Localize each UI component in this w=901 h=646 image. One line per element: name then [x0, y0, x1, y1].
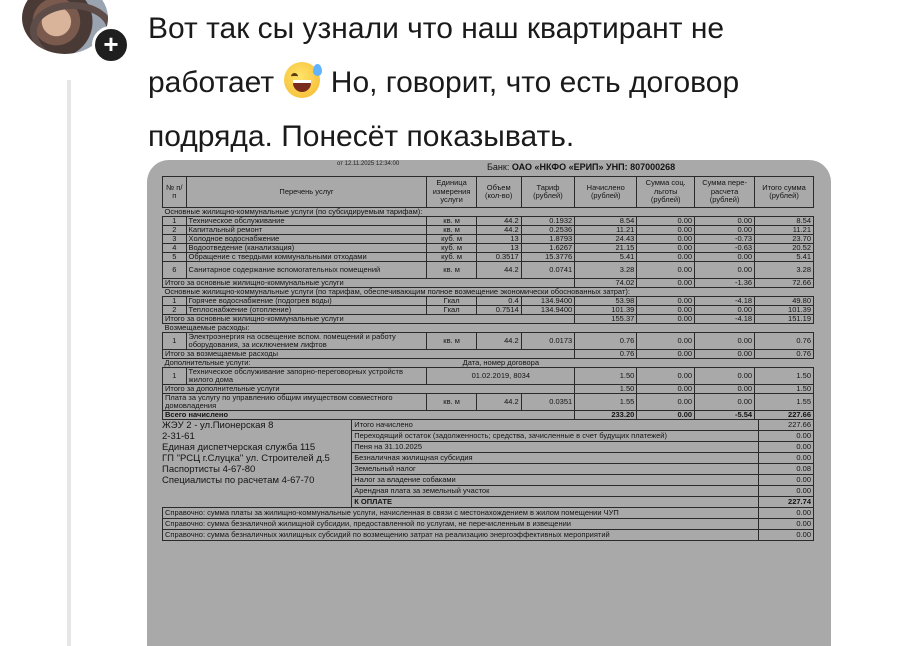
- notes-body: [163, 508, 814, 541]
- table-cell: 44.2: [476, 217, 521, 226]
- note-label: Справочно: сумма безналичной жилищной субсидии, предоставленной по услугам, не перечисленным в извещении: [163, 519, 759, 530]
- table-cell: 134.9400: [521, 297, 575, 306]
- table-cell: Капитальный ремонт: [186, 226, 427, 235]
- table-cell: 0.00: [637, 385, 695, 394]
- note-label: Справочно: сумма безналичных жилищных субсидий по возмещению затрат на реализацию энергоэффективных мероприятий: [163, 530, 759, 541]
- contract-label: Дата, номер договора: [427, 359, 575, 368]
- table-cell: 11.21: [755, 226, 814, 235]
- summary-label: К ОПЛАТЕ: [352, 497, 759, 508]
- table-cell: 0.00: [695, 368, 755, 385]
- table-cell: 3: [163, 235, 187, 244]
- table-cell: 0.1932: [521, 217, 575, 226]
- section-additional: [163, 359, 814, 368]
- table-cell: 1.8793: [521, 235, 575, 244]
- table-cell: 101.39: [575, 306, 637, 315]
- table-cell: Теплоснабжение (отопление): [186, 306, 427, 315]
- summary-label: Арендная плата за земельный участок: [352, 486, 759, 497]
- summary-label: Земельный налог: [352, 464, 759, 475]
- table-cell: 0.00: [637, 217, 695, 226]
- total-row-full-cost-label: Итого за основные жилищно-коммунальные услуги: [163, 315, 575, 324]
- header-cell: Итого сумма (рублей): [755, 177, 814, 208]
- table-cell: 0.00: [637, 279, 695, 288]
- table-cell: 101.39: [755, 306, 814, 315]
- summary-value: 0.08: [759, 464, 814, 475]
- note-row: [163, 530, 814, 541]
- summary-label: Итого начислено: [352, 420, 759, 431]
- sweat-drop-icon: [313, 64, 322, 76]
- table-cell: 0.76: [575, 350, 637, 359]
- summary-value: 0.00: [759, 453, 814, 464]
- table-row: [163, 333, 814, 350]
- table-cell: кв. м: [427, 217, 476, 226]
- summary-value: 227.66: [759, 420, 814, 431]
- table-cell: 0.00: [637, 253, 695, 262]
- table-cell: 0.0351: [521, 394, 575, 411]
- header-cell: Единица измерения услуги: [427, 177, 476, 208]
- table-cell: 233.20: [575, 411, 637, 420]
- total-row-subsidized: [163, 279, 814, 288]
- table-cell: кв. м: [427, 262, 476, 279]
- receipt-sheet: [162, 176, 814, 541]
- table-cell: 134.9400: [521, 306, 575, 315]
- table-cell: 44.2: [476, 333, 521, 350]
- table-cell: 01.02.2019, 8034: [427, 368, 575, 385]
- summary-row: [162, 420, 814, 431]
- table-row: [163, 368, 814, 385]
- contact-line: Паспортисты 4-67-80: [162, 463, 256, 475]
- table-cell: 1.50: [575, 385, 637, 394]
- table-row: [163, 235, 814, 244]
- note-label: Справочно: сумма платы за жилищно-коммунальные услуги, начисленная в связи с местонахождением в жилом помещении ЧУП: [163, 508, 759, 519]
- table-cell: 0.00: [637, 394, 695, 411]
- table-cell: Техническое обслуживание: [186, 217, 427, 226]
- table-cell: [575, 359, 814, 368]
- table-cell: 13: [476, 235, 521, 244]
- table-cell: 1.50: [755, 385, 814, 394]
- table-cell: 2: [163, 306, 187, 315]
- section-full-cost-label: Основные жилищно-коммунальные услуги (по тарифам, обеспечивающим полное возмещение экономически обоснованных затрат):: [163, 288, 814, 297]
- table-cell: 5.41: [755, 253, 814, 262]
- header-cell: Перечень услуг: [186, 177, 427, 208]
- table-cell: 0.3517: [476, 253, 521, 262]
- table-cell: 0.00: [637, 350, 695, 359]
- table-cell: 0.76: [575, 333, 637, 350]
- table-cell: 1.50: [755, 368, 814, 385]
- post-line-2-end: Но, говорит, что есть договор: [330, 66, 740, 99]
- table-cell: 23.70: [755, 235, 814, 244]
- management-fee-row: [163, 394, 814, 411]
- table-cell: 0.00: [637, 333, 695, 350]
- table-cell: 0.00: [695, 226, 755, 235]
- summary-value: 227.74: [759, 497, 814, 508]
- section-full-cost: [163, 288, 814, 297]
- table-cell: 74.02: [575, 279, 637, 288]
- table-cell: 1: [163, 333, 187, 350]
- table-cell: кв. м: [427, 226, 476, 235]
- table-cell: 1.50: [575, 368, 637, 385]
- table-cell: 5: [163, 253, 187, 262]
- table-cell: 8.54: [575, 217, 637, 226]
- total-row-reimbursable: [163, 350, 814, 359]
- thread-line: [67, 80, 71, 646]
- table-cell: 1.55: [755, 394, 814, 411]
- follow-plus-button[interactable]: +: [92, 26, 130, 64]
- bank-unp: УНП: 807000268: [606, 162, 676, 172]
- table-cell: Горячее водоснабжение (подогрев воды): [186, 297, 427, 306]
- receipt-timestamp: от 12.11.2025 12:34:00: [337, 161, 400, 167]
- table-cell: 0.00: [695, 350, 755, 359]
- contact-line: Единая диспетчерская служба 115: [162, 441, 316, 453]
- summary-label: Безналичная жилищная субсидия: [352, 453, 759, 464]
- table-cell: 0.00: [695, 262, 755, 279]
- total-row-full-cost: [163, 315, 814, 324]
- table-row: [163, 306, 814, 315]
- table-cell: 53.98: [575, 297, 637, 306]
- section-additional-label: Дополнительные услуги:: [163, 359, 427, 368]
- table-cell: 1: [163, 368, 187, 385]
- total-row-additional: [163, 385, 814, 394]
- table-cell: 0.0741: [521, 262, 575, 279]
- contact-line: ЖЭУ 2 - ул.Пионерская 8: [162, 419, 274, 431]
- charges-table: [162, 176, 814, 420]
- section-reimbursable: [163, 324, 814, 333]
- post-line-1: Вот так сы узнали что наш квартирант не: [148, 12, 725, 45]
- summary-value: 0.00: [759, 475, 814, 486]
- header-cell: Тариф (рублей): [521, 177, 575, 208]
- sweat-smile-emoji-icon: [284, 62, 320, 98]
- post-text: [148, 2, 868, 164]
- table-cell: 1.6267: [521, 244, 575, 253]
- table-cell: 155.37: [575, 315, 637, 324]
- table-cell: 0.00: [637, 411, 695, 420]
- bank-name: ОАО «НКФО «ЕРИП»: [511, 162, 604, 172]
- contact-line: Специалисты по расчетам 4-67-70: [162, 474, 315, 486]
- summary-value: 0.00: [759, 431, 814, 442]
- table-cell: 0.00: [695, 385, 755, 394]
- contacts-block: [162, 420, 352, 508]
- table-row: [163, 262, 814, 279]
- table-body: [163, 208, 814, 420]
- summary-label: Пеня на 31.10.2025: [352, 442, 759, 453]
- grand-total-row-label: Всего начислено: [163, 411, 575, 420]
- table-cell: 0.00: [637, 297, 695, 306]
- table-cell: Плата за услугу по управлению общим имуществом совместного домовладения: [163, 394, 427, 411]
- summary-value: 0.00: [759, 486, 814, 497]
- table-cell: Санитарное содержание вспомогательных помещений: [186, 262, 427, 279]
- receipt-bank-header: [487, 162, 675, 172]
- contact-line: ГП "РСЦ г.Слуцка" ул. Строителей д.5: [162, 452, 330, 464]
- table-cell: кв. м: [427, 394, 476, 411]
- total-row-subsidized-label: Итого за основные жилищно-коммунальные услуги: [163, 279, 575, 288]
- table-cell: 0.00: [637, 368, 695, 385]
- table-cell: -0.63: [695, 244, 755, 253]
- total-row-reimbursable-label: Итого за возмещаемые расходы: [163, 350, 575, 359]
- table-cell: куб. м: [427, 235, 476, 244]
- table-cell: Гкал: [427, 297, 476, 306]
- summary-value: 0.00: [759, 442, 814, 453]
- table-cell: 0.76: [755, 333, 814, 350]
- table-cell: -1.36: [695, 279, 755, 288]
- note-value: 0.00: [759, 508, 814, 519]
- table-cell: 44.2: [476, 394, 521, 411]
- post-line-2: [148, 56, 868, 110]
- table-cell: 0.00: [695, 394, 755, 411]
- table-cell: -5.54: [695, 411, 755, 420]
- table-cell: 6: [163, 262, 187, 279]
- contact-line: 2-31-61: [162, 430, 195, 442]
- section-reimbursable-label: Возмещаемые расходы:: [163, 324, 814, 333]
- table-cell: Водоотведение (канализация): [186, 244, 427, 253]
- table-cell: Холодное водоснабжение: [186, 235, 427, 244]
- header-cell: Сумма соц. льготы (рублей): [637, 177, 695, 208]
- table-cell: 0.7514: [476, 306, 521, 315]
- note-value: 0.00: [759, 530, 814, 541]
- table-cell: 1: [163, 217, 187, 226]
- total-row-additional-label: Итого за дополнительные услуги: [163, 385, 575, 394]
- table-cell: 227.66: [755, 411, 814, 420]
- note-row: [163, 508, 814, 519]
- header-cell: № п/п: [163, 177, 187, 208]
- summary-body: [162, 420, 814, 508]
- receipt-photo[interactable]: [147, 160, 831, 646]
- table-cell: 0.00: [637, 306, 695, 315]
- table-cell: 0.00: [695, 217, 755, 226]
- table-cell: -4.18: [695, 297, 755, 306]
- table-cell: 11.21: [575, 226, 637, 235]
- table-cell: 0.00: [637, 226, 695, 235]
- table-row: [163, 244, 814, 253]
- table-cell: Гкал: [427, 306, 476, 315]
- notes-table: [162, 507, 814, 541]
- table-row: [163, 253, 814, 262]
- table-cell: 44.2: [476, 262, 521, 279]
- table-cell: 0.2536: [521, 226, 575, 235]
- header-cell: Сумма пере-расчета (рублей): [695, 177, 755, 208]
- table-cell: 0.00: [695, 306, 755, 315]
- bank-label: Банк:: [487, 162, 510, 172]
- table-cell: 49.80: [755, 297, 814, 306]
- table-cell: 15.3776: [521, 253, 575, 262]
- post-line-3: подряда. Понесёт показывать.: [148, 120, 575, 153]
- table-cell: 0.0173: [521, 333, 575, 350]
- summary-label: Переходящий остаток (задолженность; средства, зачисленные в счет будущих платежей): [352, 431, 759, 442]
- table-cell: 151.19: [755, 315, 814, 324]
- table-cell: 2: [163, 226, 187, 235]
- table-cell: 20.52: [755, 244, 814, 253]
- table-cell: 0.00: [637, 244, 695, 253]
- note-row: [163, 519, 814, 530]
- table-cell: 13: [476, 244, 521, 253]
- table-cell: 1.55: [575, 394, 637, 411]
- table-cell: 72.66: [755, 279, 814, 288]
- table-cell: Электроэнергия на освещение вспом. помещений и работу оборудования, за исключением лифтов: [186, 333, 427, 350]
- table-cell: куб. м: [427, 244, 476, 253]
- table-cell: Обращение с твердыми коммунальными отходами: [186, 253, 427, 262]
- summary-label: Налог за владение собаками: [352, 475, 759, 486]
- table-cell: 0.00: [695, 333, 755, 350]
- table-cell: 0.4: [476, 297, 521, 306]
- table-cell: 8.54: [755, 217, 814, 226]
- table-cell: 0.00: [637, 315, 695, 324]
- table-cell: 5.41: [575, 253, 637, 262]
- table-cell: 0.76: [755, 350, 814, 359]
- table-cell: 3.28: [575, 262, 637, 279]
- header-cell: Объем (кол-во): [476, 177, 521, 208]
- note-value: 0.00: [759, 519, 814, 530]
- table-cell: 1: [163, 297, 187, 306]
- header-cell: Начислено (рублей): [575, 177, 637, 208]
- table-cell: 44.2: [476, 226, 521, 235]
- table-cell: куб. м: [427, 253, 476, 262]
- section-subsidized-label: Основные жилищно-коммунальные услуги (по субсидируемым тарифам):: [163, 208, 814, 217]
- table-cell: 24.43: [575, 235, 637, 244]
- table-cell: кв. м: [427, 333, 476, 350]
- table-cell: -0.73: [695, 235, 755, 244]
- table-cell: -4.18: [695, 315, 755, 324]
- table-cell: 3.28: [755, 262, 814, 279]
- summary-table: [162, 419, 814, 508]
- table-cell: 0.00: [695, 253, 755, 262]
- table-cell: 21.15: [575, 244, 637, 253]
- table-row: [163, 226, 814, 235]
- table-cell: 0.00: [637, 262, 695, 279]
- table-cell: 4: [163, 244, 187, 253]
- table-header-row: [163, 177, 814, 208]
- table-row: [163, 297, 814, 306]
- table-cell: 0.00: [637, 235, 695, 244]
- table-cell: Техническое обслуживание запорно-переговорных устройств жилого дома: [186, 368, 427, 385]
- table-row: [163, 217, 814, 226]
- section-subsidized: [163, 208, 814, 217]
- post-line-2-start: работает: [148, 66, 275, 99]
